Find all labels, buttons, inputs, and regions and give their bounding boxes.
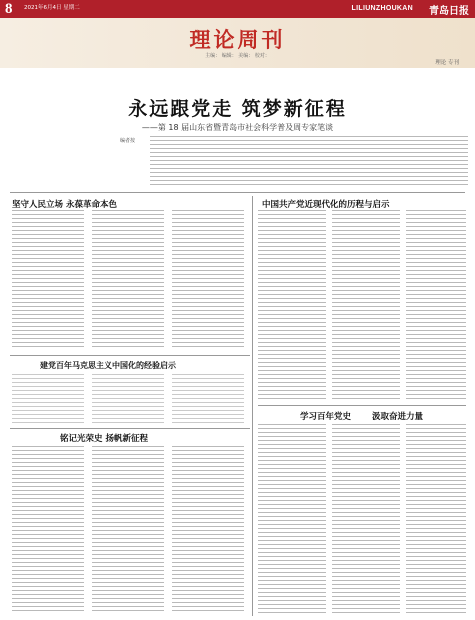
lead-article-subtitle: ——第 18 届山东省暨青岛市社会科学普及周专家笔谈 xyxy=(141,123,334,132)
article-title-a2: 中国共产党近现代化的历程与启示 xyxy=(262,200,390,210)
article-title-a5: 学习百年党史 xyxy=(300,412,352,422)
page-number: 8 xyxy=(5,1,13,17)
divider xyxy=(10,428,250,429)
article-body-a2-col2 xyxy=(332,210,400,400)
article-body-a1-col3 xyxy=(172,210,244,350)
section-banner xyxy=(0,18,475,68)
article-body-a2-col3 xyxy=(406,210,466,400)
editor-note-text xyxy=(150,136,468,188)
divider xyxy=(258,405,466,406)
article-body-a3-col3 xyxy=(172,374,244,424)
article-body-a5-col1 xyxy=(258,424,326,614)
editor-credits: 主编： 编辑： 美编： 校对： xyxy=(205,53,270,59)
article-body-a1-col1 xyxy=(12,210,84,350)
feature-label: 理论 专刊 xyxy=(435,60,459,66)
section-title: 理论周刊 xyxy=(189,27,286,52)
editor-note-label: 编者按 xyxy=(120,138,136,144)
article-title-a3: 建党百年马克思主义中国化的经验启示 xyxy=(40,360,176,370)
article-body-a5-col2 xyxy=(332,424,400,614)
article-title-a1: 坚守人民立场 永葆革命本色 xyxy=(12,200,117,210)
article-body-a4-col3 xyxy=(172,446,244,614)
divider xyxy=(10,355,250,356)
issue-date: 2021年6月4日 星期二 xyxy=(24,5,80,11)
divider xyxy=(10,192,465,193)
brand-name: LILIUNZHOUKAN xyxy=(351,5,413,12)
article-title-a6: 汲取奋进力量 xyxy=(372,412,424,422)
lead-article-title: 永远跟党走 筑梦新征程 xyxy=(128,98,347,120)
article-body-a4-col1 xyxy=(12,446,84,614)
masthead-bar xyxy=(0,0,475,18)
newspaper-logo: 青岛日报 xyxy=(429,6,469,17)
article-body-a4-col2 xyxy=(92,446,164,614)
article-body-a1-col2 xyxy=(92,210,164,350)
article-title-a4: 铭记光荣史 扬帆新征程 xyxy=(60,434,148,444)
article-body-a6-col1 xyxy=(406,424,466,614)
column-divider xyxy=(252,196,253,616)
article-body-a3-col2 xyxy=(92,374,164,424)
article-body-a3-col1 xyxy=(12,374,84,424)
article-body-a2-col1 xyxy=(258,210,326,400)
